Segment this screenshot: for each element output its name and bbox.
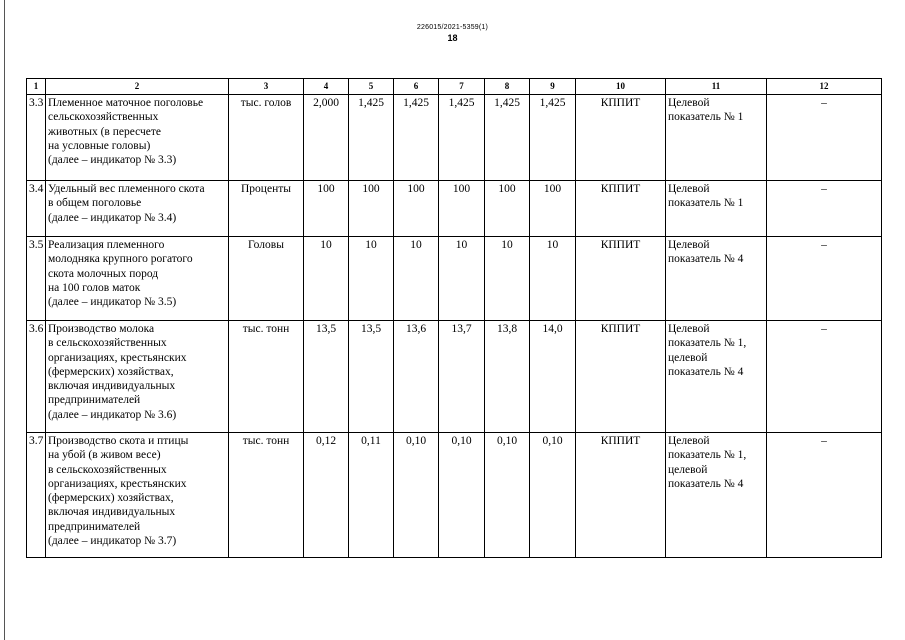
value-cell: 100 [439, 181, 485, 237]
value-cell: 0,11 [349, 433, 394, 558]
indicator-name: Производство молока в сельскохозяйственных организациях, крестьянских (фермерских) хозяйствах, включая индивидуальных предпринимателей (далее – индикатор № 3.6) [46, 321, 229, 433]
target-indicator: Целевой показатель № 1, целевой показатель № 4 [666, 433, 767, 558]
column-header: 10 [576, 79, 666, 95]
value-cell: 13,7 [439, 321, 485, 433]
indicator-name: Удельный вес племенного скота в общем поголовье (далее – индикатор № 3.4) [46, 181, 229, 237]
column-header: 8 [485, 79, 530, 95]
column-header: 3 [229, 79, 304, 95]
target-indicator: Целевой показатель № 1, целевой показатель № 4 [666, 321, 767, 433]
table-row [27, 181, 882, 237]
column-header: 7 [439, 79, 485, 95]
value-cell: 100 [394, 181, 439, 237]
value-cell: 1,425 [485, 95, 530, 181]
column-header: 1 [27, 79, 46, 95]
unit-cell: тыс. голов [229, 95, 304, 181]
indicator-name: Производство скота и птицы на убой (в живом весе) в сельскохозяйственных организациях, крестьянских (фермерских) хозяйствах, включая индивидуальных предпринимателей (далее – индикатор № 3.7) [46, 433, 229, 558]
value-cell: 13,5 [349, 321, 394, 433]
value-cell: 2,000 [304, 95, 349, 181]
value-cell: 10 [304, 237, 349, 321]
target-indicator: Целевой показатель № 1 [666, 95, 767, 181]
column-header: 4 [304, 79, 349, 95]
value-cell: 10 [530, 237, 576, 321]
unit-cell: тыс. тонн [229, 321, 304, 433]
column-header: 9 [530, 79, 576, 95]
note-cell: – [767, 181, 882, 237]
indicators-table [26, 78, 882, 558]
column-header: 6 [394, 79, 439, 95]
note-cell: – [767, 321, 882, 433]
value-cell: 1,425 [530, 95, 576, 181]
value-cell: 10 [439, 237, 485, 321]
value-cell: 0,10 [530, 433, 576, 558]
responsible-org: КППИТ [576, 433, 666, 558]
table-row [27, 95, 882, 181]
document-id: 226015/2021-5359(1) [416, 24, 489, 31]
note-cell: – [767, 95, 882, 181]
value-cell: 10 [349, 237, 394, 321]
indicator-name: Племенное маточное поголовье сельскохозяйственных животных (в пересчете на условные головы) (далее – индикатор № 3.3) [46, 95, 229, 181]
value-cell: 10 [485, 237, 530, 321]
indicator-name: Реализация племенного молодняка крупного рогатого скота молочных пород на 100 голов маток (далее – индикатор № 3.5) [46, 237, 229, 321]
column-header: 2 [46, 79, 229, 95]
table-row [27, 433, 882, 558]
unit-cell: тыс. тонн [229, 433, 304, 558]
target-indicator: Целевой показатель № 4 [666, 237, 767, 321]
value-cell: 1,425 [439, 95, 485, 181]
responsible-org: КППИТ [576, 95, 666, 181]
value-cell: 13,6 [394, 321, 439, 433]
value-cell: 100 [349, 181, 394, 237]
unit-cell: Проценты [229, 181, 304, 237]
value-cell: 1,425 [394, 95, 439, 181]
value-cell: 100 [530, 181, 576, 237]
page-number: 18 [447, 33, 458, 43]
responsible-org: КППИТ [576, 181, 666, 237]
value-cell: 0,10 [439, 433, 485, 558]
value-cell: 0,10 [485, 433, 530, 558]
value-cell: 100 [304, 181, 349, 237]
row-number: 3.5 [27, 237, 46, 321]
note-cell: – [767, 237, 882, 321]
value-cell: 14,0 [530, 321, 576, 433]
value-cell: 1,425 [349, 95, 394, 181]
unit-cell: Головы [229, 237, 304, 321]
column-header: 11 [666, 79, 767, 95]
page-edge-line [4, 0, 5, 640]
responsible-org: КППИТ [576, 237, 666, 321]
value-cell: 100 [485, 181, 530, 237]
table-row [27, 237, 882, 321]
value-cell: 10 [394, 237, 439, 321]
table-row [27, 321, 882, 433]
row-number: 3.6 [27, 321, 46, 433]
row-number: 3.3 [27, 95, 46, 181]
value-cell: 13,8 [485, 321, 530, 433]
column-header: 12 [767, 79, 882, 95]
value-cell: 0,12 [304, 433, 349, 558]
row-number: 3.7 [27, 433, 46, 558]
row-number: 3.4 [27, 181, 46, 237]
note-cell: – [767, 433, 882, 558]
responsible-org: КППИТ [576, 321, 666, 433]
header-row [27, 79, 882, 95]
value-cell: 0,10 [394, 433, 439, 558]
target-indicator: Целевой показатель № 1 [666, 181, 767, 237]
column-header: 5 [349, 79, 394, 95]
value-cell: 13,5 [304, 321, 349, 433]
